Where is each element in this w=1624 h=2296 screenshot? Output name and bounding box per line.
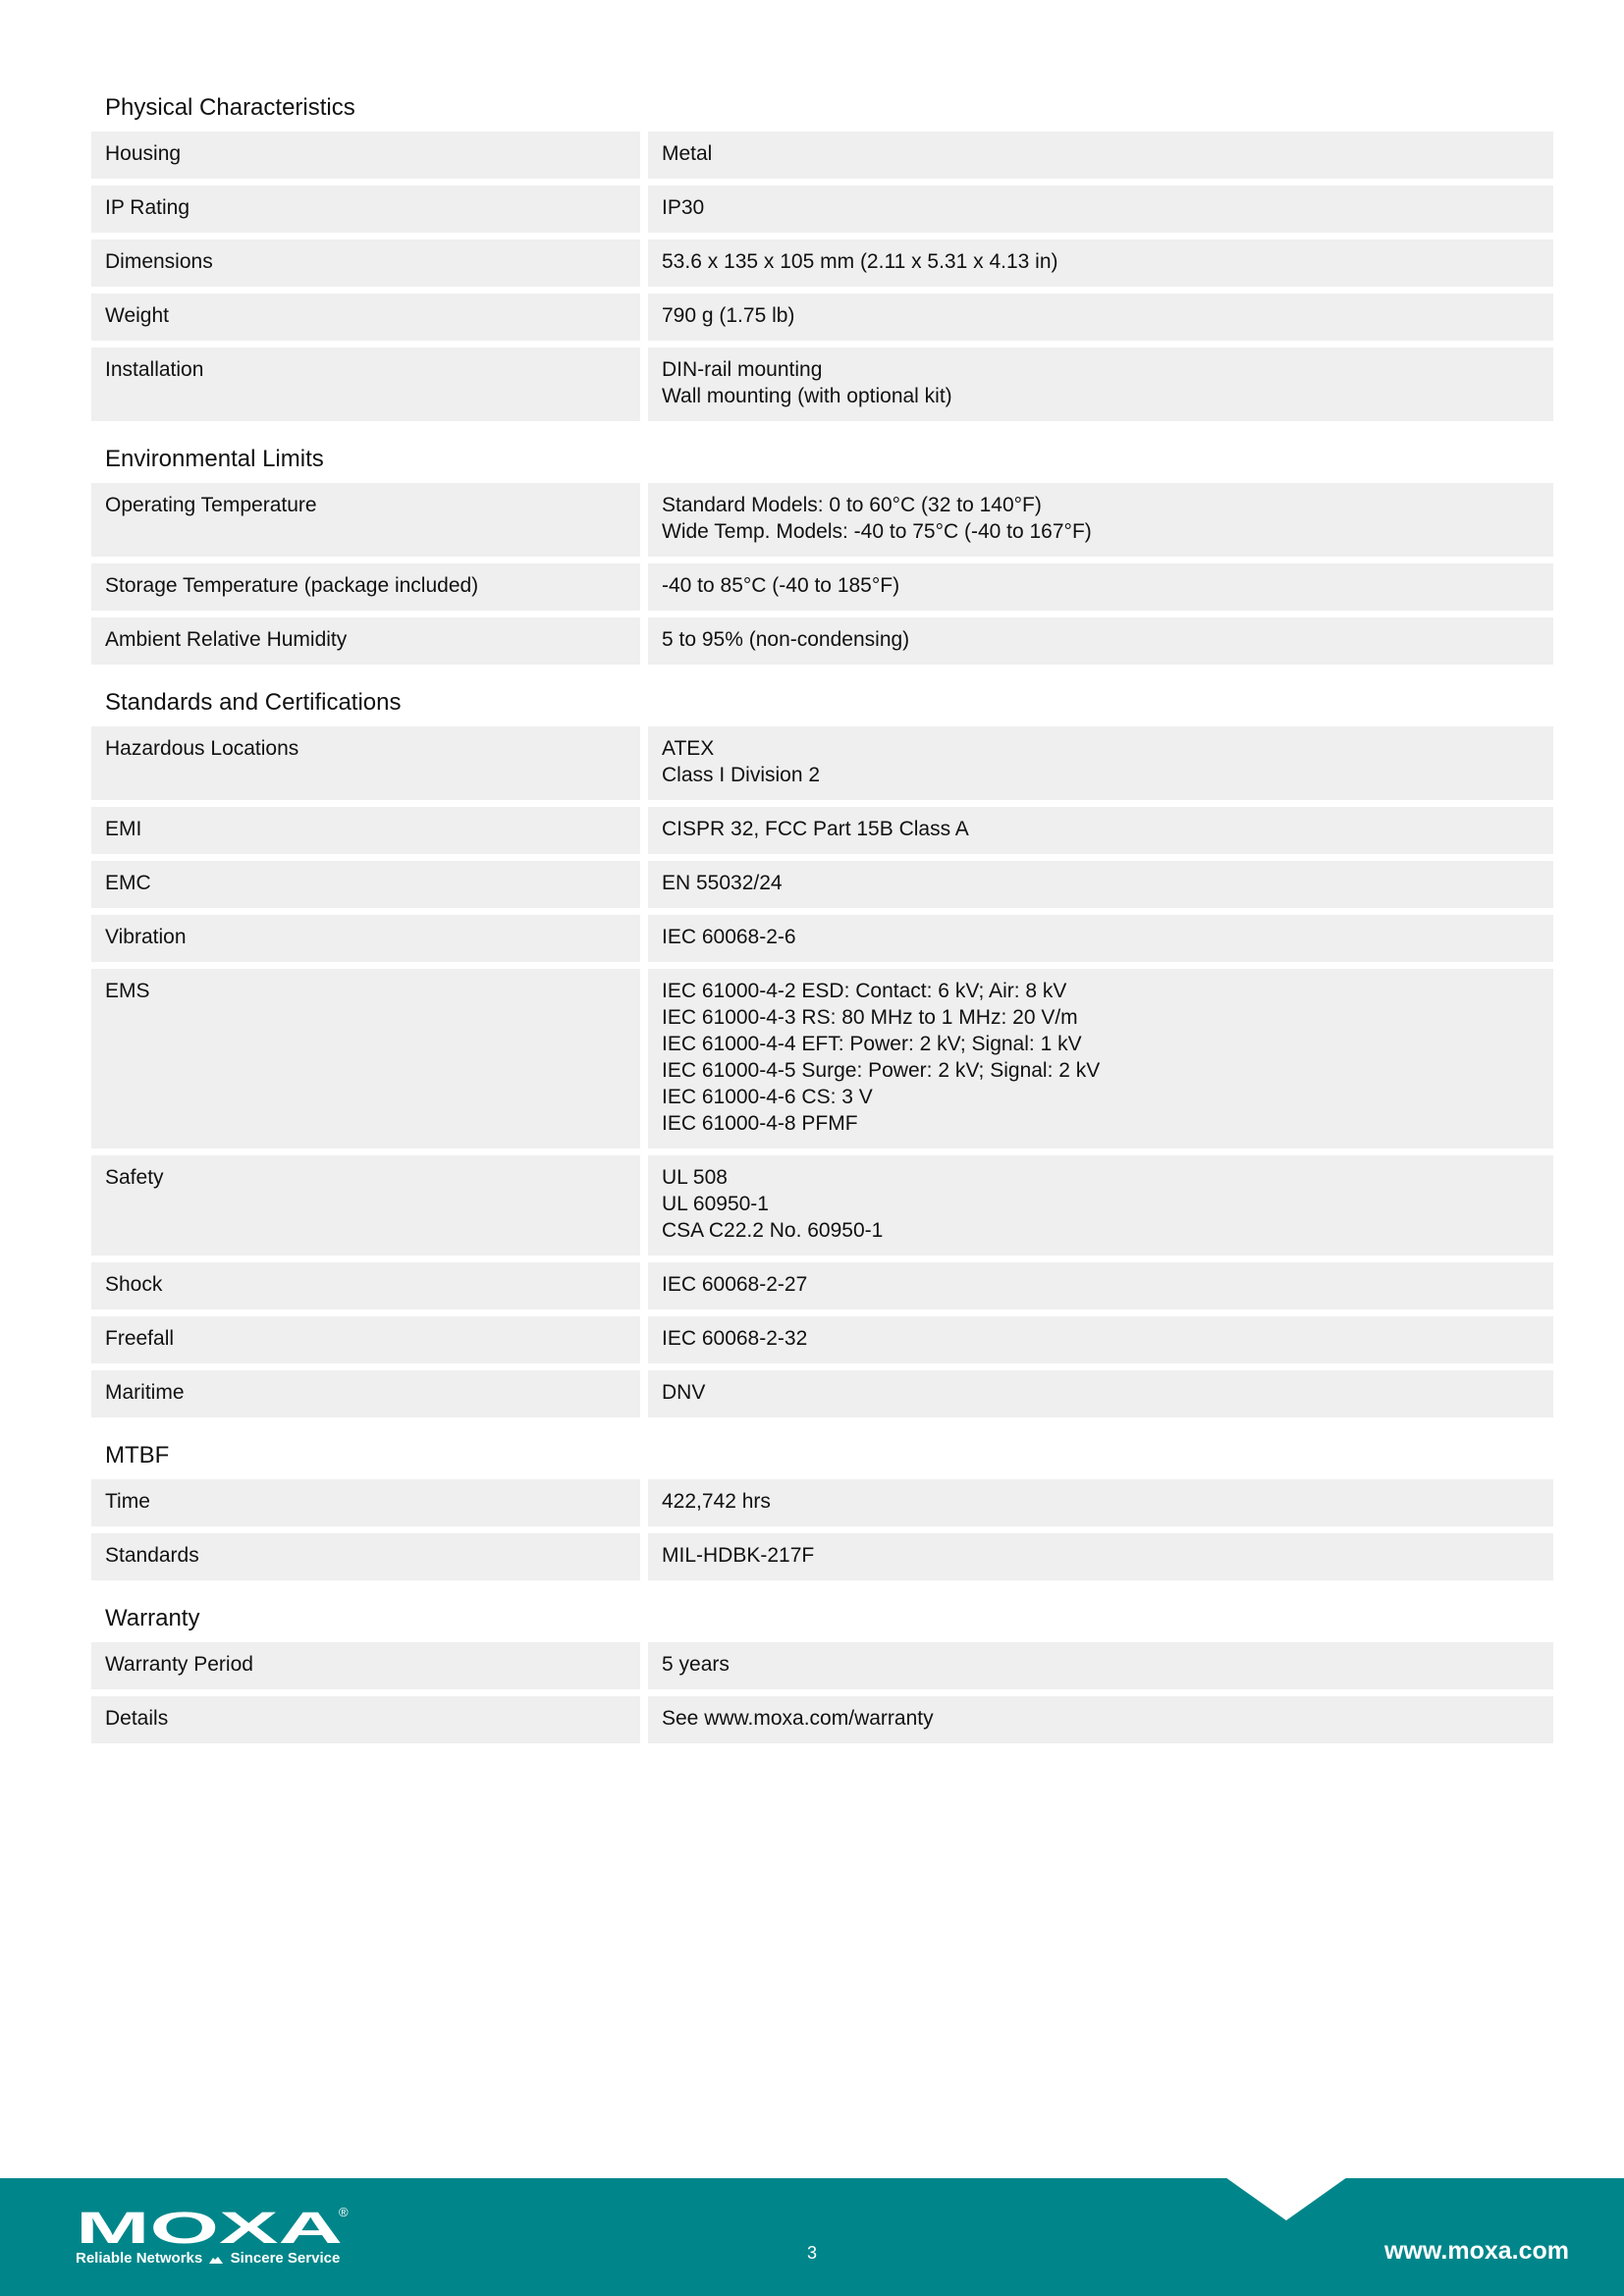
section-standards-and-certifications <box>91 681 1553 1434</box>
spec-row-time <box>91 1479 1553 1526</box>
spec-value-line: IEC 61000-4-8 PFMF <box>662 1112 858 1135</box>
logo-tagline <box>76 2250 340 2267</box>
spec-value <box>648 1533 1553 1580</box>
spec-value <box>648 617 1553 665</box>
spec-row-safety <box>91 1155 1553 1255</box>
page-number: 3 <box>806 2243 817 2263</box>
spec-value <box>648 807 1553 854</box>
spec-row-emi <box>91 807 1553 854</box>
website-link[interactable]: www.moxa.com <box>1383 2237 1569 2265</box>
spec-value <box>648 294 1553 341</box>
spec-value <box>648 240 1553 287</box>
spec-row-shock <box>91 1262 1553 1309</box>
spec-value-line: Wall mounting (with optional kit) <box>662 385 952 407</box>
spec-value-line: IEC 61000-4-6 CS: 3 V <box>662 1086 873 1108</box>
spec-value <box>648 1642 1553 1689</box>
spec-value-line: IP30 <box>662 196 705 219</box>
spec-row-storage-temperature-package-included <box>91 563 1553 611</box>
spec-label: EMI <box>91 807 640 854</box>
spec-value-line: See www.moxa.com/warranty <box>662 1707 934 1730</box>
spec-label: Installation <box>91 347 640 421</box>
spec-value-line: DIN-rail mounting <box>662 358 823 381</box>
tagline-right: Sincere Service <box>230 2250 341 2267</box>
spec-label: IP Rating <box>91 186 640 233</box>
spec-label: Hazardous Locations <box>91 726 640 800</box>
section-title: Environmental Limits <box>105 446 324 472</box>
spec-label: EMC <box>91 861 640 908</box>
spec-value <box>648 1696 1553 1743</box>
spec-row-weight <box>91 294 1553 341</box>
spec-label: Freefall <box>91 1316 640 1363</box>
spec-value <box>648 726 1553 800</box>
spec-value <box>648 1155 1553 1255</box>
moxa-logo-mark <box>76 2209 351 2248</box>
spec-row-maritime <box>91 1370 1553 1417</box>
spec-value-line: IEC 60068-2-32 <box>662 1327 808 1350</box>
logo-wordmark: MOXA <box>76 2209 343 2248</box>
spec-row-operating-temperature <box>91 483 1553 557</box>
spec-label: Storage Temperature (package included) <box>91 563 640 611</box>
spec-row-ems <box>91 969 1553 1148</box>
spec-value-line: IEC 61000-4-2 ESD: Contact: 6 kV; Air: 8 kV <box>662 980 1067 1002</box>
spec-row-installation <box>91 347 1553 421</box>
spec-value-line: -40 to 85°C (-40 to 185°F) <box>662 574 900 597</box>
logo-registered-mark: ® <box>339 2205 349 2219</box>
spec-value-line: MIL-HDBK-217F <box>662 1544 815 1567</box>
spec-row-ambient-relative-humidity <box>91 617 1553 665</box>
section-title: Physical Characteristics <box>105 94 355 121</box>
spec-table <box>91 86 1553 1750</box>
spec-row-freefall <box>91 1316 1553 1363</box>
spec-label: Safety <box>91 1155 640 1255</box>
spec-value-line: 5 years <box>662 1653 730 1676</box>
spec-row-ip-rating <box>91 186 1553 233</box>
spec-row-vibration <box>91 915 1553 962</box>
spec-label: Operating Temperature <box>91 483 640 557</box>
moxa-logo <box>76 2205 351 2253</box>
spec-value-line: Metal <box>662 142 713 165</box>
spec-value <box>648 483 1553 557</box>
tagline-separator-icon <box>209 2254 223 2264</box>
spec-value-line: 5 to 95% (non-condensing) <box>662 628 910 651</box>
section-warranty <box>91 1597 1553 1743</box>
spec-value <box>648 861 1553 908</box>
footer-notch <box>1225 2177 1347 2220</box>
spec-value <box>648 1479 1553 1526</box>
spec-label: Dimensions <box>91 240 640 287</box>
spec-value-line: 422,742 hrs <box>662 1490 771 1513</box>
tagline-left: Reliable Networks <box>76 2250 203 2267</box>
spec-row-warranty-period <box>91 1642 1553 1689</box>
spec-value <box>648 1262 1553 1309</box>
section-title: Standards and Certifications <box>105 689 402 716</box>
spec-label: Ambient Relative Humidity <box>91 617 640 665</box>
spec-value-line: 790 g (1.75 lb) <box>662 304 795 327</box>
spec-value-line: EN 55032/24 <box>662 872 783 894</box>
spec-label: Vibration <box>91 915 640 962</box>
spec-value-line: Standard Models: 0 to 60°C (32 to 140°F) <box>662 494 1042 516</box>
spec-value-line: IEC 61000-4-4 EFT: Power: 2 kV; Signal: 1 kV <box>662 1033 1082 1055</box>
spec-value <box>648 969 1553 1148</box>
spec-label: Maritime <box>91 1370 640 1417</box>
spec-row-standards <box>91 1533 1553 1580</box>
spec-label: Shock <box>91 1262 640 1309</box>
spec-value-line: Wide Temp. Models: -40 to 75°C (-40 to 167°F) <box>662 520 1092 543</box>
spec-label: Weight <box>91 294 640 341</box>
spec-value-line: DNV <box>662 1381 706 1404</box>
spec-label: EMS <box>91 969 640 1148</box>
section-mtbf <box>91 1434 1553 1597</box>
spec-row-details <box>91 1696 1553 1743</box>
spec-value-line: ATEX <box>662 737 715 760</box>
spec-label: Warranty Period <box>91 1642 640 1689</box>
spec-label: Details <box>91 1696 640 1743</box>
spec-value-line: IEC 60068-2-27 <box>662 1273 808 1296</box>
spec-value-line: 53.6 x 135 x 105 mm (2.11 x 5.31 x 4.13 in) <box>662 250 1058 273</box>
section-physical-characteristics <box>91 86 1553 438</box>
spec-value <box>648 915 1553 962</box>
spec-value <box>648 347 1553 421</box>
spec-value-line: UL 508 <box>662 1166 728 1189</box>
spec-value-line: CISPR 32, FCC Part 15B Class A <box>662 818 969 840</box>
spec-value <box>648 1370 1553 1417</box>
spec-value <box>648 1316 1553 1363</box>
spec-value-line: UL 60950-1 <box>662 1193 769 1215</box>
spec-value-line: IEC 60068-2-6 <box>662 926 796 948</box>
section-title: Warranty <box>105 1605 200 1631</box>
spec-row-emc <box>91 861 1553 908</box>
spec-label: Time <box>91 1479 640 1526</box>
spec-row-housing <box>91 132 1553 179</box>
spec-value-line: IEC 61000-4-5 Surge: Power: 2 kV; Signal: 2 kV <box>662 1059 1101 1082</box>
spec-value <box>648 186 1553 233</box>
spec-value <box>648 563 1553 611</box>
spec-value-line: IEC 61000-4-3 RS: 80 MHz to 1 MHz: 20 V/m <box>662 1006 1078 1029</box>
section-title: MTBF <box>105 1442 170 1468</box>
spec-value-line: Class I Division 2 <box>662 764 821 786</box>
section-environmental-limits <box>91 438 1553 681</box>
spec-label: Housing <box>91 132 640 179</box>
spec-label: Standards <box>91 1533 640 1580</box>
spec-value <box>648 132 1553 179</box>
spec-value-line: CSA C22.2 No. 60950-1 <box>662 1219 884 1242</box>
spec-row-hazardous-locations <box>91 726 1553 800</box>
spec-row-dimensions <box>91 240 1553 287</box>
